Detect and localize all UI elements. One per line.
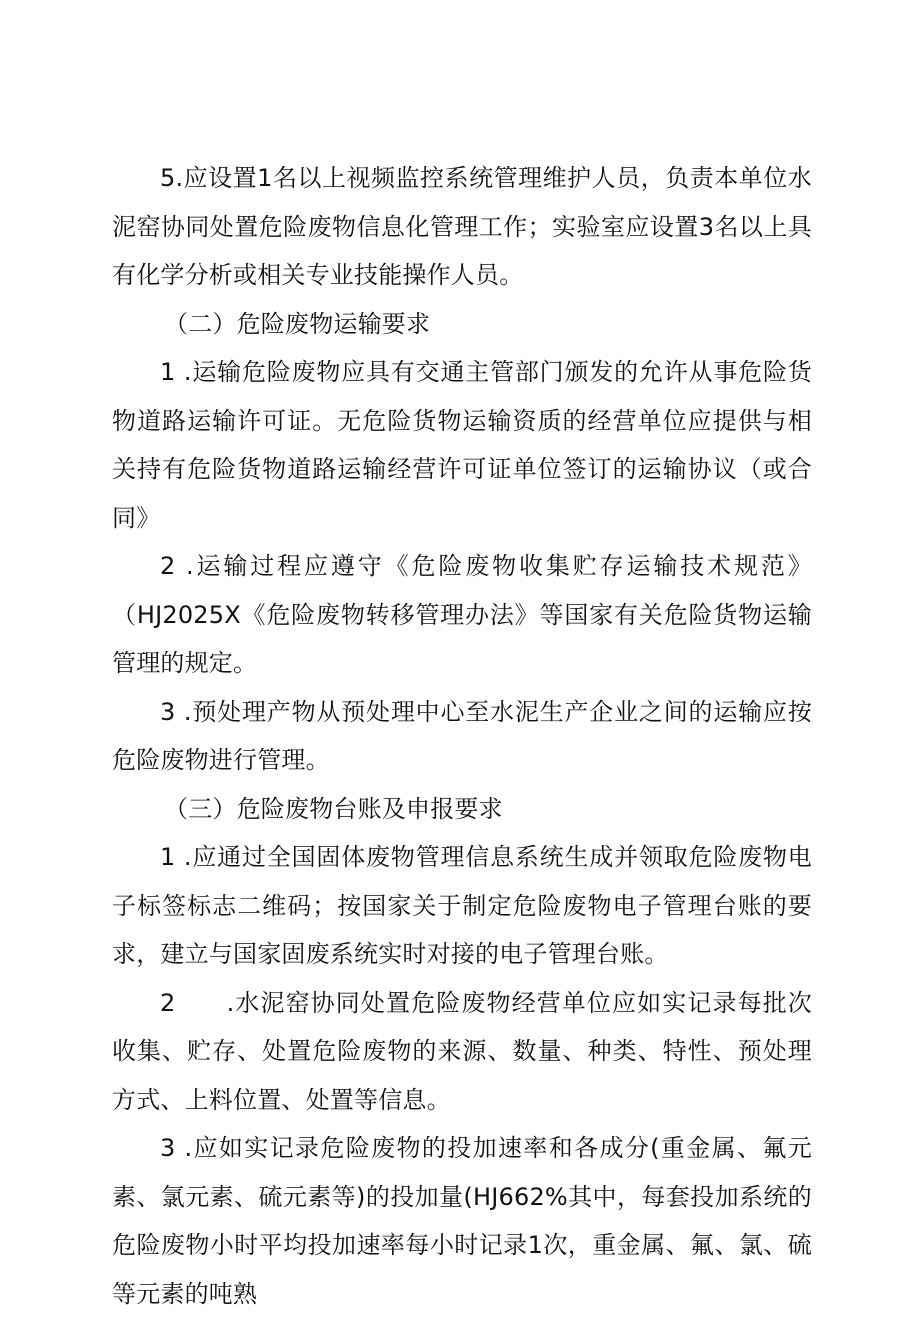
paragraph-transport-3: 3 .预处理产物从预处理中心至水泥生产企业之间的运输应按危险废物进行管理。 xyxy=(112,697,812,774)
paragraph-ledger-2: 2 .水泥窑协同处置危险废物经营单位应如实记录每批次收集、贮存、处置危险废物的来源、数量、种类、特性、预处理方式、上料位置、处置等信息。 xyxy=(112,988,812,1114)
paragraph-ledger-1: 1 .应通过全国固体废物管理信息系统生成并领取危险废物电子标签标志二维码；按国家关于制定危险废物电子管理台账的要求，建立与国家固废系统实时对接的电子管理台账。 xyxy=(112,843,812,968)
paragraph-transport-2: 2 .运输过程应遵守《危险废物收集贮存运输技术规范》（HJ2025X《危险废物转移管理办法》等国家有关危险货物运输管理的规定。 xyxy=(112,552,812,677)
paragraph-transport-1: 1 .运输危险废物应具有交通主管部门颁发的允许从事危险货物道路运输许可证。无危险货物运输资质的经营单位应提供与相关持有危险货物道路运输经营许可证单位签订的运输协议（或合同》 xyxy=(112,358,812,532)
paragraph-ledger-3: 3 .应如实记录危险废物的投加速率和各成分(重金属、氟元素、氯元素、硫元素等)的投加量(HJ662%其中，每套投加系统的危险废物小时平均投加速率每小时记录1次，重金属、氟、氯、硫等元素的吨熟 xyxy=(112,1134,812,1308)
section-heading-ledger: （三）危险废物台账及申报要求 xyxy=(164,794,503,823)
document-body xyxy=(112,154,812,1318)
section-heading-transport: （二）危险废物运输要求 xyxy=(164,309,431,338)
paragraph-staffing: 5.应设置1名以上视频监控系统管理维护人员，负责本单位水泥窑协同处置危险废物信息化管理工作；实验室应设置3名以上具有化学分析或相关专业技能操作人员。 xyxy=(112,164,812,289)
